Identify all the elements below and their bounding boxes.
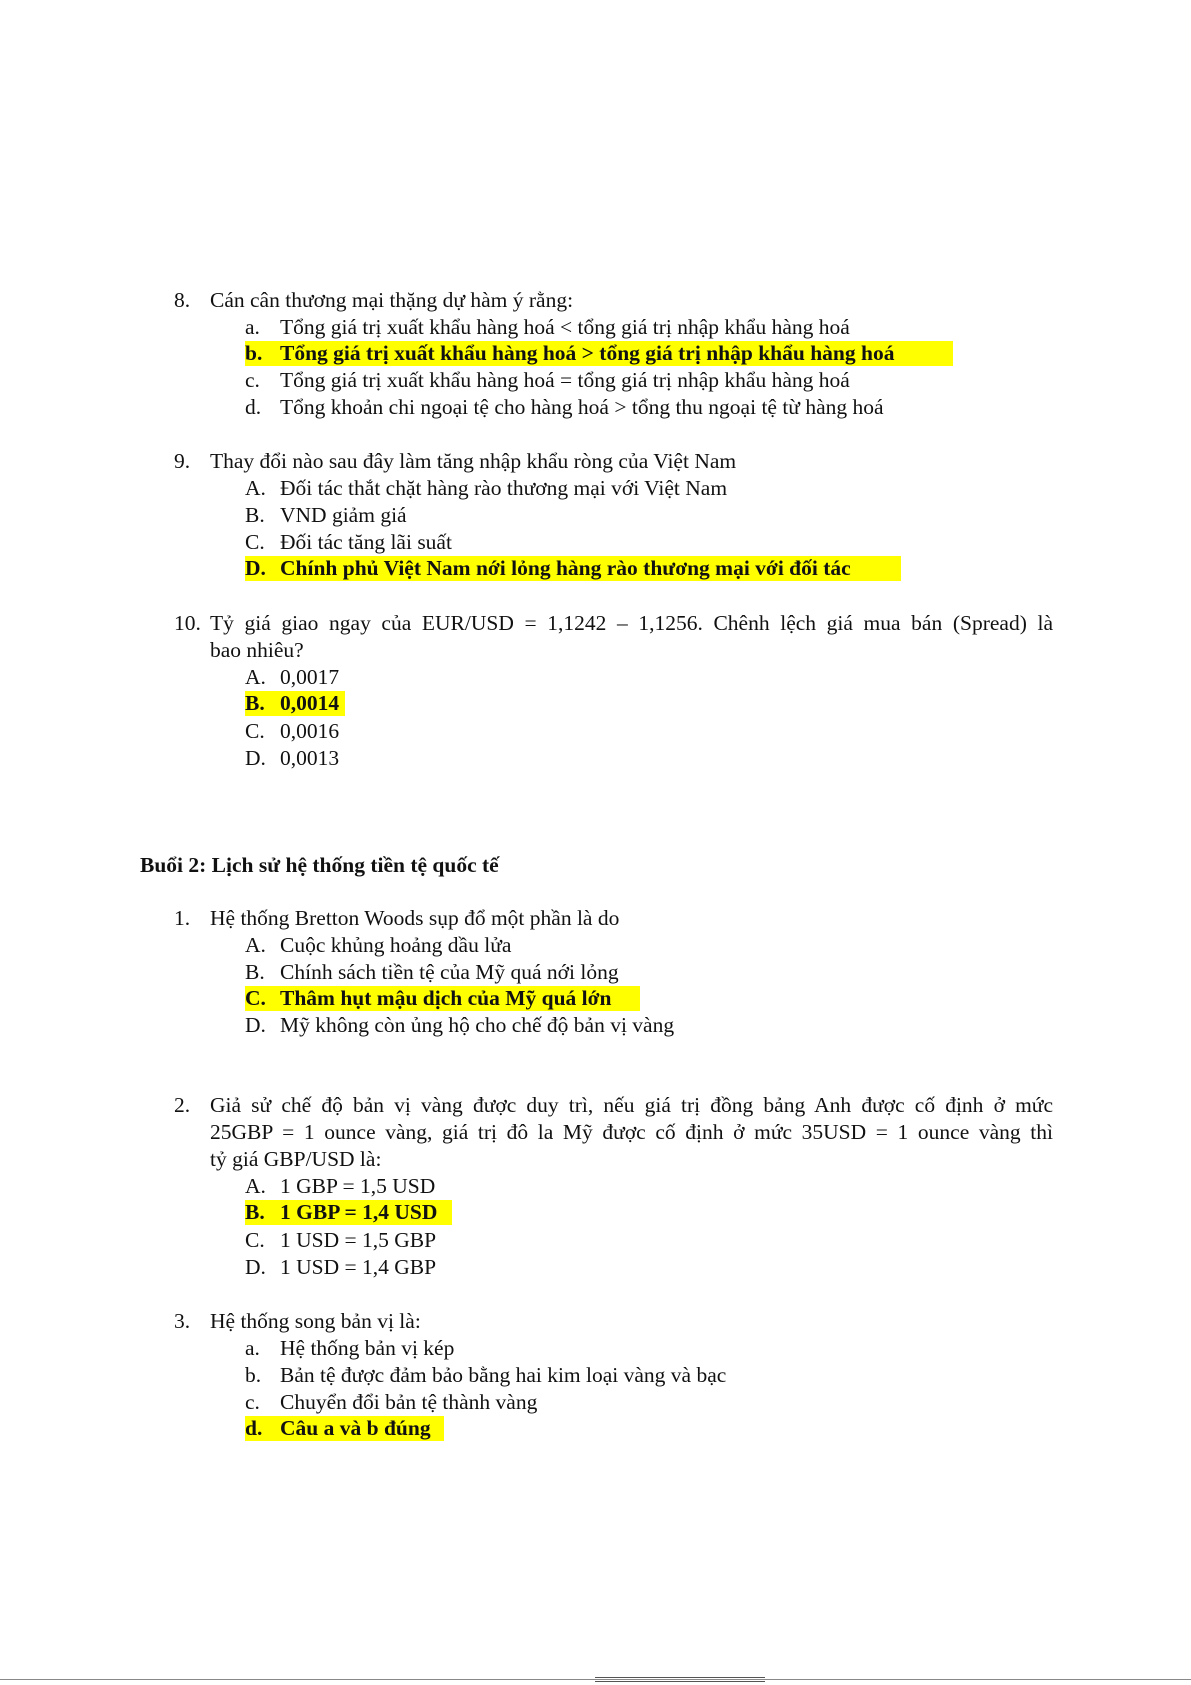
option-letter: B. bbox=[245, 503, 265, 527]
option-text: VND giảm giá bbox=[280, 503, 407, 527]
question-number: 10. bbox=[174, 611, 201, 635]
option-text: Hệ thống bản vị kép bbox=[280, 1336, 455, 1360]
question-number: 2. bbox=[174, 1093, 191, 1117]
question-number: 3. bbox=[174, 1309, 191, 1333]
question-text: Thay đổi nào sau đây làm tăng nhập khẩu ròng của Việt Nam bbox=[210, 449, 737, 473]
option-text: Đối tác tăng lãi suất bbox=[280, 530, 452, 554]
option-letter: b. bbox=[245, 341, 263, 365]
option-letter: A. bbox=[245, 665, 266, 689]
question-text: Hệ thống Bretton Woods sụp đổ một phần là do bbox=[210, 906, 620, 930]
option-letter: C. bbox=[245, 1228, 265, 1252]
option-text: Câu a và b đúng bbox=[280, 1416, 431, 1440]
option-letter: B. bbox=[245, 1200, 265, 1224]
option-text: 0,0013 bbox=[280, 746, 340, 770]
option-text: Chuyển đổi bản tệ thành vàng bbox=[280, 1390, 538, 1414]
option-text: Tổng giá trị xuất khẩu hàng hoá < tổng giá trị nhập khẩu hàng hoá bbox=[280, 315, 850, 339]
correct-answer-highlight bbox=[245, 556, 901, 581]
question-text: Tỷ giá giao ngay của EUR/USD = 1,1242 – 1,1256. Chênh lệch giá mua bán (Spread) là bbox=[210, 611, 1053, 635]
option-letter: a. bbox=[245, 1336, 260, 1360]
option-text: 0,0017 bbox=[280, 665, 340, 689]
question-text: Giả sử chế độ bản vị vàng được duy trì, nếu giá trị đồng bảng Anh được cố định ở mức bbox=[210, 1093, 1053, 1117]
option-letter: C. bbox=[245, 719, 265, 743]
option-text: 0,0014 bbox=[280, 691, 340, 715]
option-letter: B. bbox=[245, 691, 265, 715]
correct-answer-highlight bbox=[245, 691, 345, 716]
option-letter: A. bbox=[245, 476, 266, 500]
option-text: 1 GBP = 1,4 USD bbox=[280, 1200, 438, 1224]
option-letter: c. bbox=[245, 1390, 260, 1414]
question-text-continued: bao nhiêu? bbox=[210, 638, 304, 662]
option-text: Cuộc khủng hoảng dầu lửa bbox=[280, 933, 512, 957]
option-text: Thâm hụt mậu dịch của Mỹ quá lớn bbox=[280, 986, 612, 1010]
question-text-continued: tỷ giá GBP/USD là: bbox=[210, 1147, 382, 1171]
option-letter: d. bbox=[245, 395, 262, 419]
option-letter: B. bbox=[245, 960, 265, 984]
question-number: 8. bbox=[174, 288, 191, 312]
option-letter: d. bbox=[245, 1416, 263, 1440]
option-text: Tổng khoản chi ngoại tệ cho hàng hoá > tổng thu ngoại tệ từ hàng hoá bbox=[280, 395, 884, 419]
correct-answer-highlight bbox=[245, 1200, 452, 1225]
option-text: Mỹ không còn ủng hộ cho chế độ bản vị vàng bbox=[280, 1013, 675, 1037]
correct-answer-highlight bbox=[245, 1416, 444, 1441]
correct-answer-highlight bbox=[245, 986, 640, 1011]
option-text: 1 GBP = 1,5 USD bbox=[280, 1174, 436, 1198]
option-letter: a. bbox=[245, 315, 260, 339]
section-heading: Buổi 2: Lịch sử hệ thống tiền tệ quốc tế bbox=[140, 853, 499, 877]
option-text: Chính sách tiền tệ của Mỹ quá nới lỏng bbox=[280, 960, 619, 984]
option-letter: b. bbox=[245, 1363, 262, 1387]
option-letter: D. bbox=[245, 1013, 266, 1037]
question-text: Hệ thống song bản vị là: bbox=[210, 1309, 421, 1333]
question-text: Cán cân thương mại thặng dự hàm ý rằng: bbox=[210, 288, 574, 312]
option-letter: D. bbox=[245, 556, 266, 580]
option-text: 1 USD = 1,5 GBP bbox=[280, 1228, 437, 1252]
question-number: 9. bbox=[174, 449, 191, 473]
correct-answer-highlight bbox=[245, 341, 953, 366]
option-letter: A. bbox=[245, 933, 266, 957]
option-text: Tổng giá trị xuất khẩu hàng hoá = tổng giá trị nhập khẩu hàng hoá bbox=[280, 368, 850, 392]
page-bottom-mark bbox=[595, 1677, 765, 1682]
option-text: 1 USD = 1,4 GBP bbox=[280, 1255, 437, 1279]
option-text: 0,0016 bbox=[280, 719, 340, 743]
option-text: Đối tác thắt chặt hàng rào thương mại với Việt Nam bbox=[280, 476, 728, 500]
question-number: 1. bbox=[174, 906, 191, 930]
option-letter: C. bbox=[245, 986, 266, 1010]
option-text: Chính phủ Việt Nam nới lỏng hàng rào thương mại với đối tác bbox=[280, 556, 851, 580]
option-letter: D. bbox=[245, 746, 266, 770]
option-text: Bản tệ được đảm bảo bằng hai kim loại vàng và bạc bbox=[280, 1363, 727, 1387]
question-text-continued: 25GBP = 1 ounce vàng, giá trị đô la Mỹ được cố định ở mức 35USD = 1 ounce vàng thì bbox=[210, 1120, 1053, 1144]
option-letter: A. bbox=[245, 1174, 266, 1198]
option-letter: D. bbox=[245, 1255, 266, 1279]
option-text: Tổng giá trị xuất khẩu hàng hoá > tổng giá trị nhập khẩu hàng hoá bbox=[280, 341, 895, 365]
option-letter: c. bbox=[245, 368, 260, 392]
option-letter: C. bbox=[245, 530, 265, 554]
